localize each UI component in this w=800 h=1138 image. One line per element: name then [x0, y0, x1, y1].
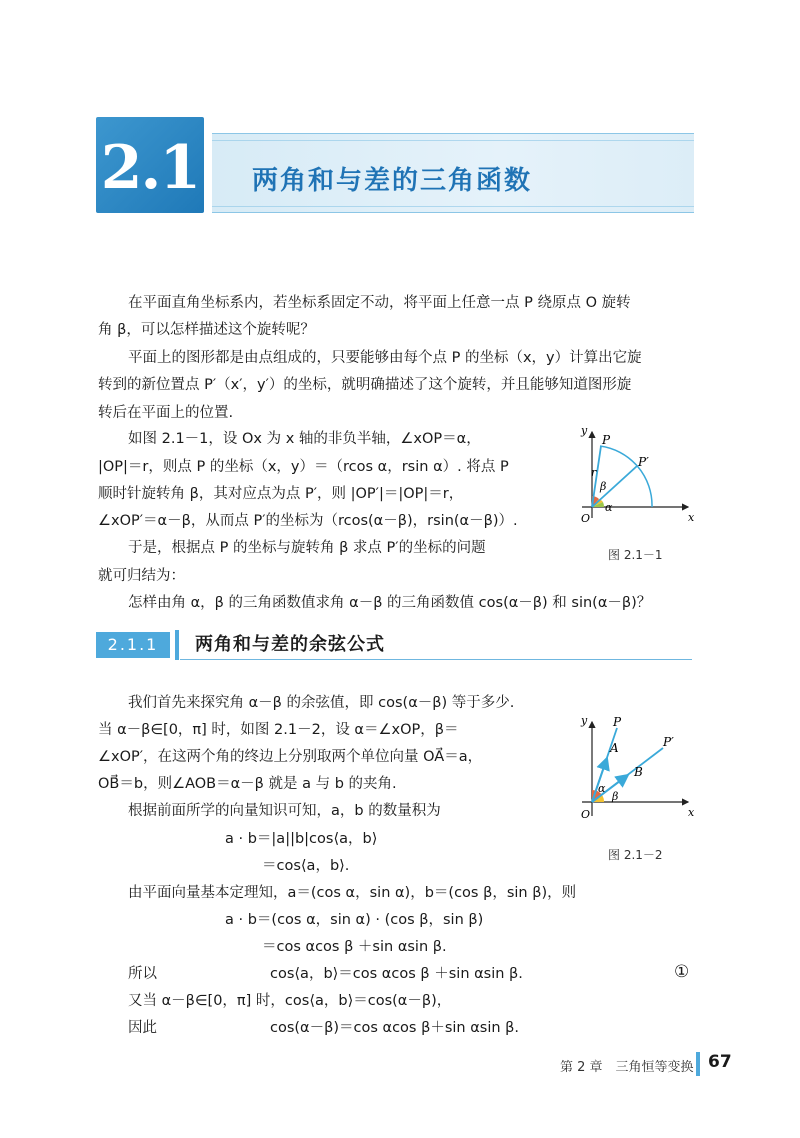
label-B: B: [634, 765, 643, 779]
paragraph-line: 如图 2.1－1，设 Ox 为 x 轴的非负半轴，∠xOP＝α，: [128, 431, 481, 447]
subsection-title: 两角和与差的余弦公式: [195, 634, 385, 655]
label-P2: P′: [663, 735, 674, 749]
label-P: P: [602, 433, 611, 447]
paragraph-line: 所以: [128, 966, 157, 982]
label-origin: O: [581, 512, 591, 525]
equation-line: cos⟨a，b⟩＝cos αcos β ＋sin αsin β.: [270, 966, 523, 982]
equation-line: a · b＝|a||b|cos⟨a，b⟩: [225, 831, 378, 847]
footer-divider: [696, 1052, 700, 1076]
band-bottom-line: [212, 212, 694, 213]
paragraph-line: 转到的新位置点 P′（x′，y′）的坐标，就明确描述了这个旋转，并且能够知道图形旋: [98, 377, 632, 393]
paragraph-line: 当 α－β∈[0，π] 时，如图 2.1－2，设 α＝∠xOP，β＝: [98, 722, 459, 738]
figure-caption: 图 2.1－2: [608, 848, 663, 862]
paragraph-line: 角 β，可以怎样描述这个旋转呢？: [98, 322, 315, 338]
equation-line: ＝cos αcos β ＋sin αsin β.: [262, 939, 447, 955]
equation-line: a · b＝(cos α，sin α) · (cos β，sin β): [225, 912, 484, 928]
label-y: y: [581, 424, 588, 437]
paragraph-line: 我们首先来探究角 α－β 的余弦值，即 cos(α－β) 等于多少.: [128, 695, 515, 711]
paragraph-line: 转后在平面上的位置.: [98, 405, 234, 421]
label-alpha: α: [598, 782, 606, 795]
label-P2: P′: [638, 455, 649, 469]
paragraph-line: 怎样由角 α，β 的三角函数值求角 α－β 的三角函数值 cos(α－β) 和 sin(α－β)？: [128, 595, 652, 611]
equation-line: cos(α－β)＝cos αcos β＋sin αsin β.: [270, 1020, 520, 1036]
paragraph-line: 就可归结为：: [98, 568, 185, 584]
section-title: 两角和与差的三角函数: [252, 166, 533, 196]
label-origin: O: [581, 808, 591, 821]
paragraph-line: 又当 α－β∈[0，π] 时，cos⟨a，b⟩＝cos(α－β)，: [128, 993, 452, 1009]
band-line-2: [212, 140, 694, 141]
label-y: y: [581, 714, 588, 727]
paragraph-line: 在平面直角坐标系内，若坐标系固定不动，将平面上任意一点 P 绕原点 O 旋转: [128, 295, 631, 311]
footer-chapter: 第 2 章 三角恒等变换: [560, 1060, 694, 1075]
paragraph-line: 顺时针旋转角 β，其对应点为点 P′，则 |OP′|＝|OP|＝r，: [98, 486, 464, 502]
paragraph-line: 于是，根据点 P 的坐标与旋转角 β 求点 P′的坐标的问题: [128, 540, 486, 556]
figure-caption: 图 2.1－1: [608, 548, 663, 562]
subsection-divider: [175, 630, 179, 660]
figure-2-1-1: [560, 422, 700, 532]
label-A: A: [610, 741, 619, 755]
label-r: r: [591, 466, 597, 479]
band-line-3: [212, 206, 694, 207]
page-number: 67: [708, 1052, 732, 1072]
subsection-rule: [180, 659, 692, 660]
figure-2-1-2: [560, 712, 700, 830]
paragraph-line: ∠xOP′＝α－β，从而点 P′的坐标为（rcos(α－β)，rsin(α－β)）.: [98, 513, 518, 529]
paragraph-line: |OP|＝r，则点 P 的坐标（x，y）＝（rcos α，rsin α）. 将点 P: [98, 459, 509, 475]
label-beta: β: [600, 480, 607, 493]
band-top-line: [212, 133, 694, 134]
subsection-number: 2.1.1: [107, 635, 159, 654]
label-P: P: [613, 715, 622, 729]
label-x: x: [688, 806, 695, 819]
paragraph-line: OB⃗＝b，则∠AOB＝α－β 就是 a 与 b 的夹角.: [98, 776, 397, 792]
ray-OP2: [592, 466, 637, 507]
label-x: x: [688, 511, 695, 524]
paragraph-line: ∠xOP′，在这两个角的终边上分别取两个单位向量 OA⃗＝a，: [98, 749, 483, 765]
label-alpha: α: [605, 501, 613, 514]
label-beta: β: [612, 790, 619, 803]
section-number: 2.1: [100, 133, 200, 203]
paragraph-line: 平面上的图形都是由点组成的，只要能够由每个点 P 的坐标（x，y）计算出它旋: [128, 350, 642, 366]
equation-number: ①: [674, 962, 690, 982]
paragraph-line: 根据前面所学的向量知识可知，a，b 的数量积为: [128, 803, 441, 819]
paragraph-line: 由平面向量基本定理知，a＝(cos α，sin α)，b＝(cos β，sin β)，则: [128, 885, 577, 901]
equation-line: ＝cos⟨a，b⟩.: [262, 858, 350, 874]
paragraph-line: 因此: [128, 1020, 157, 1036]
